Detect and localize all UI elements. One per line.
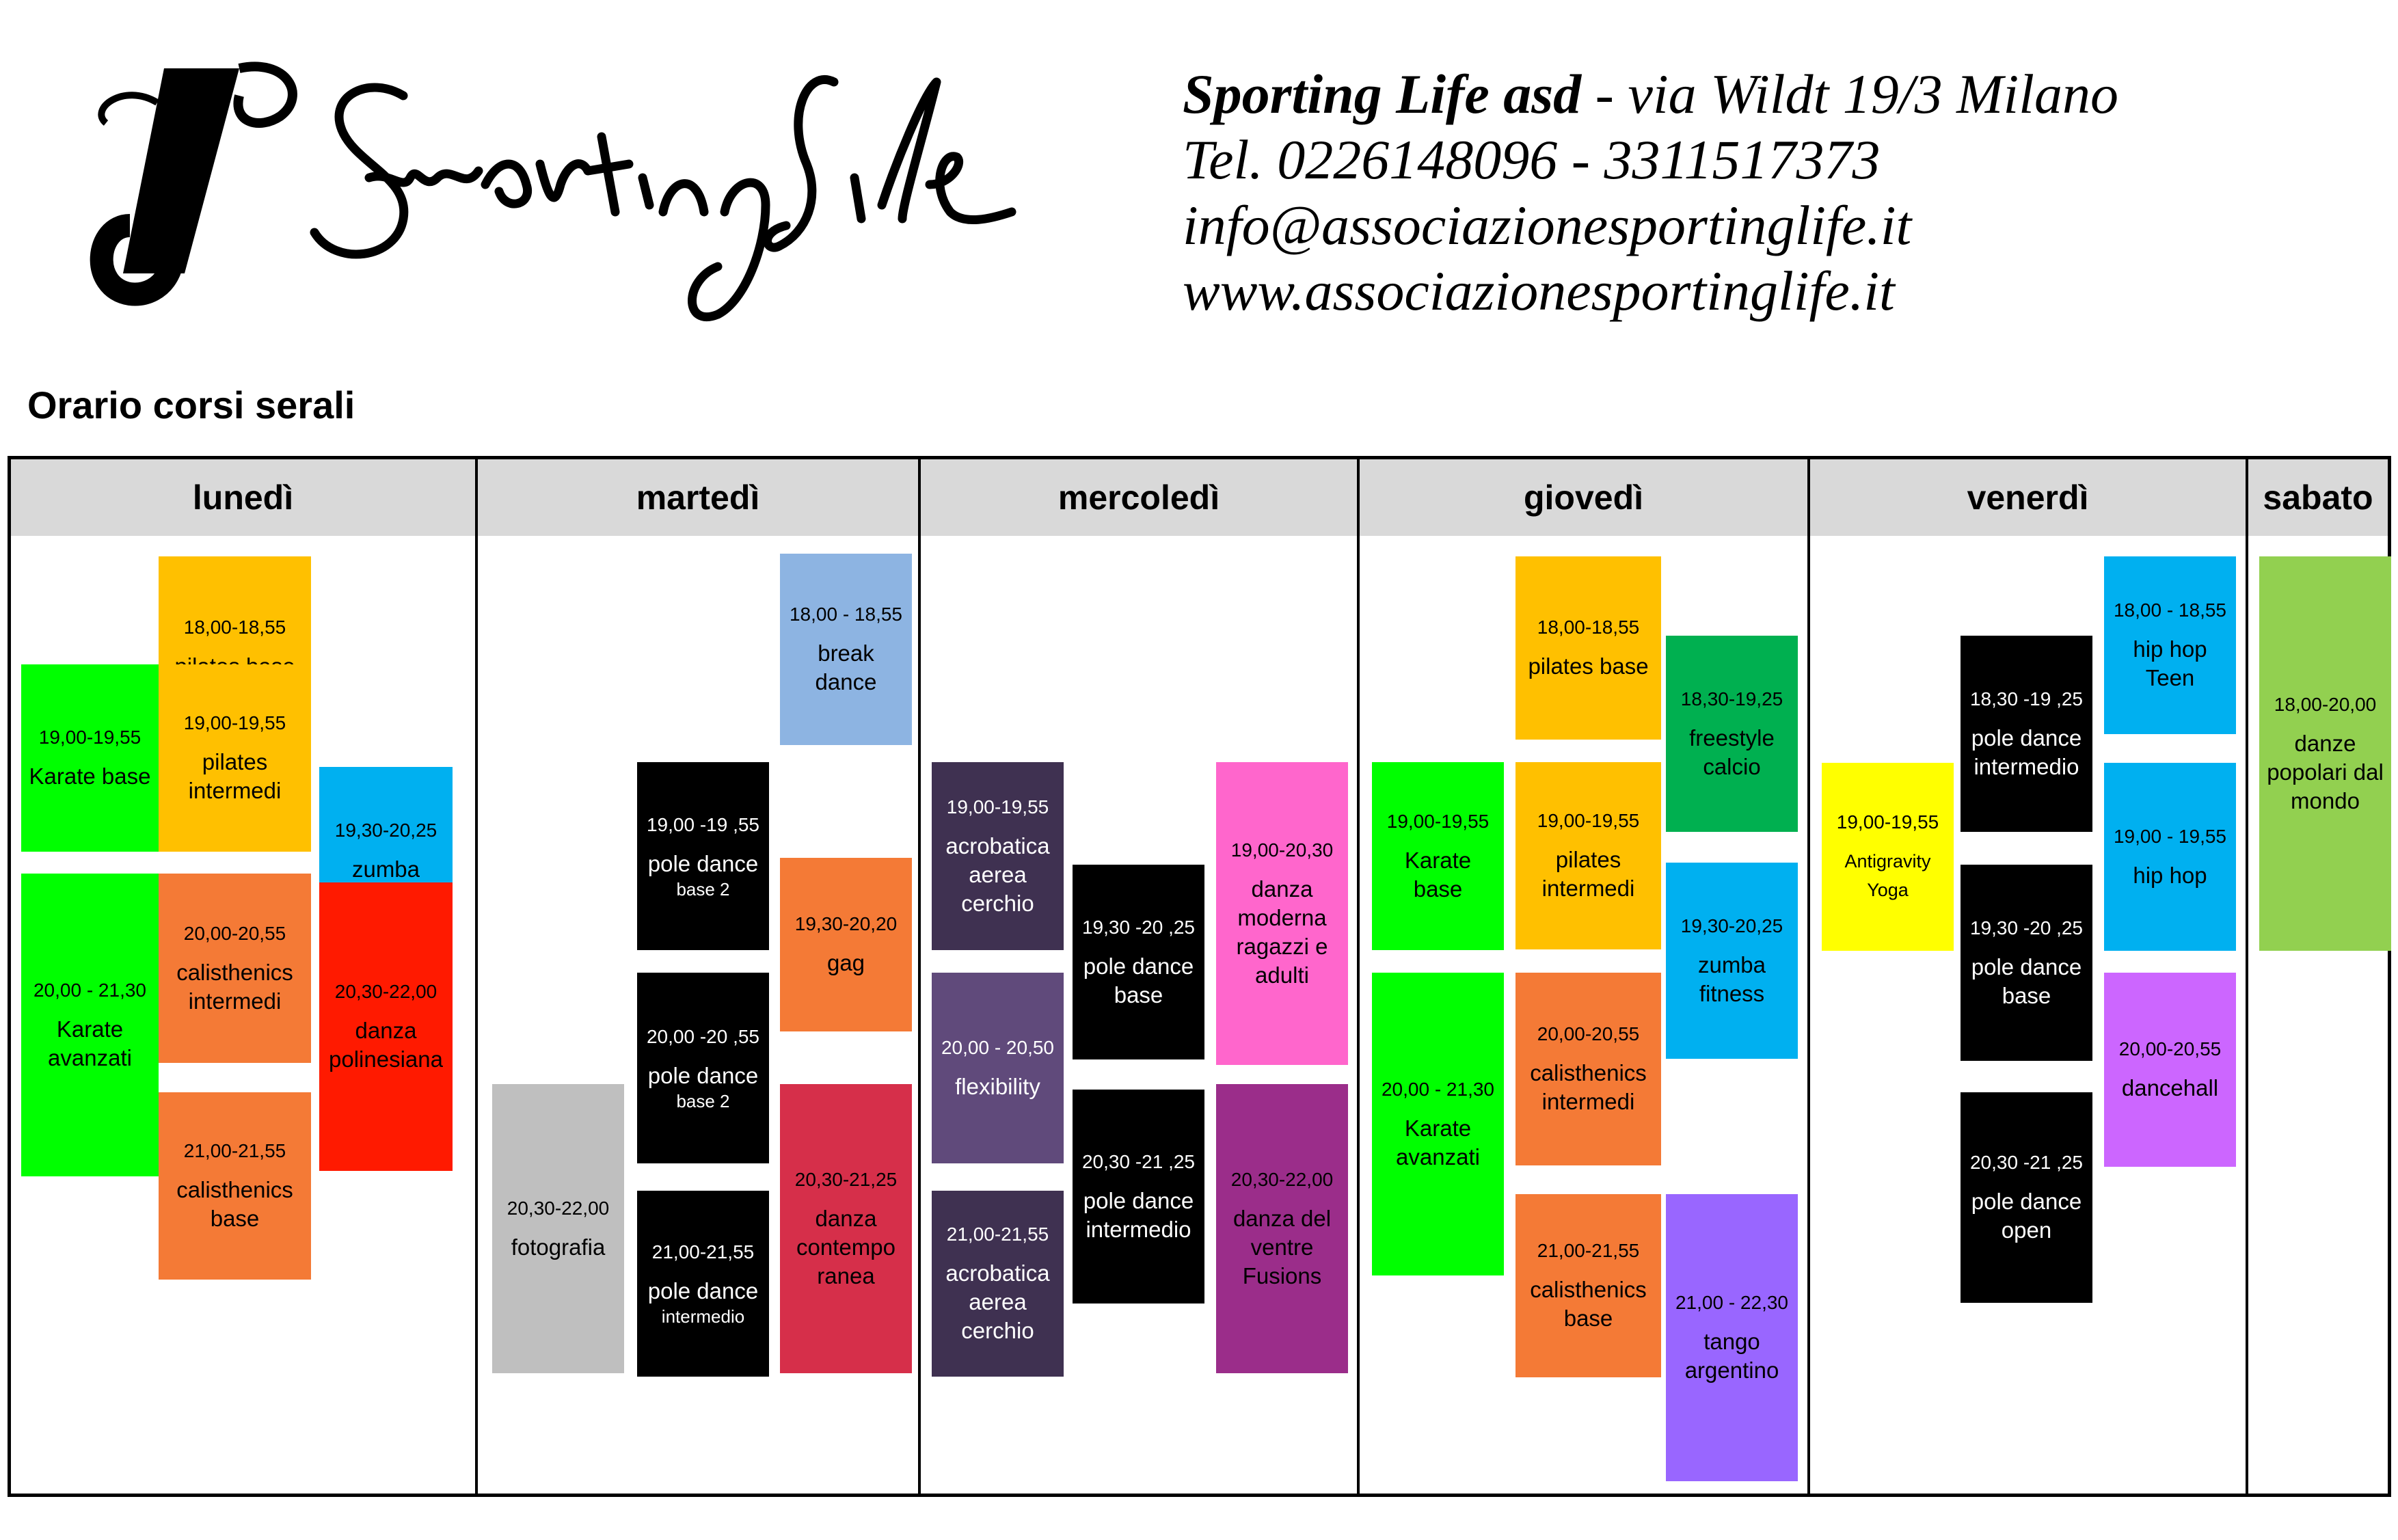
day-column-3: [1360, 459, 1810, 1494]
day-column-0: [11, 459, 478, 1494]
day-column-4: [1810, 459, 2248, 1494]
class-block[interactable]: [2104, 556, 2236, 734]
class-block[interactable]: [637, 973, 769, 1163]
class-block[interactable]: [1515, 1194, 1661, 1377]
class-time: 19,00-20,30: [1230, 839, 1334, 861]
day-column-1: [478, 459, 921, 1494]
class-time: 18,00 - 18,55: [2113, 599, 2227, 621]
class-block[interactable]: [1961, 636, 2092, 832]
class-block[interactable]: [1073, 865, 1204, 1059]
class-block[interactable]: [1666, 636, 1798, 832]
class-time: 18,00-18,55: [183, 617, 286, 638]
class-time: 19,30-20,20: [794, 913, 898, 934]
class-name: pole dance base: [1083, 953, 1194, 1008]
class-time: 19,00-19,55: [1537, 810, 1640, 831]
class-time: 18,30 -19 ,25: [1969, 688, 2084, 710]
class-name: Antigravity Yoga: [1844, 850, 1931, 900]
class-time: 20,00 -20 ,55: [646, 1025, 760, 1047]
class-time: 19,00 - 19,55: [2113, 825, 2227, 847]
class-time: 19,30 -20 ,25: [1969, 917, 2084, 938]
class-name: fotografia: [511, 1234, 606, 1260]
class-time: 21,00-21,55: [183, 1140, 286, 1161]
class-time: 20,00-20,55: [2118, 1038, 2222, 1059]
class-block[interactable]: [1515, 973, 1661, 1165]
class-name: pole dance base: [1971, 954, 2082, 1008]
class-name: Karate avanzati: [1396, 1115, 1480, 1170]
contact-info: [1183, 62, 2386, 324]
class-name: danza del ventre Fusions: [1232, 1205, 1332, 1288]
class-block[interactable]: [492, 1084, 624, 1373]
class-block[interactable]: [637, 762, 769, 950]
class-time: 20,00 - 21,30: [33, 979, 147, 1001]
class-block[interactable]: [1666, 863, 1798, 1059]
class-time: 19,00-19,55: [946, 796, 1049, 818]
class-name: calisthenics base: [1530, 1277, 1647, 1331]
class-block[interactable]: [1216, 1084, 1348, 1373]
class-name: calisthenics intermedi: [176, 959, 293, 1014]
class-block[interactable]: [21, 874, 159, 1176]
class-level: intermedio: [661, 1306, 745, 1327]
weekly-schedule: [8, 456, 2391, 1497]
class-level: base 2: [676, 1090, 730, 1111]
class-name: pilates intermedi: [1541, 847, 1635, 901]
day-column-5: [2248, 459, 2388, 1494]
class-name: pole dance: [647, 1062, 759, 1088]
page-title: Orario corsi serali: [27, 383, 355, 427]
email-link[interactable]: info@associazionesportinglife.it: [1183, 194, 1912, 256]
class-block[interactable]: [932, 973, 1064, 1163]
class-block[interactable]: [780, 858, 912, 1031]
sporting-life-logo: [82, 55, 1039, 342]
class-block[interactable]: [780, 1084, 912, 1373]
class-name: gag: [826, 950, 865, 975]
class-time: 18,00-20,00: [2274, 693, 2377, 715]
class-name: tango argentino: [1684, 1329, 1779, 1383]
day-header: mercoledì: [921, 459, 1357, 536]
class-name: dancehall: [2121, 1075, 2219, 1100]
class-block[interactable]: [1372, 973, 1504, 1275]
class-name: break dance: [815, 640, 877, 694]
class-block[interactable]: [1216, 762, 1348, 1065]
class-time: 19,00-19,55: [183, 712, 286, 733]
class-time: 20,30 -21 ,25: [1969, 1152, 2084, 1173]
class-name: danza polinesiana: [329, 1018, 443, 1072]
telephone: Tel. 0226148096 - 3311517373: [1183, 129, 1881, 191]
day-header: lunedì: [11, 459, 475, 536]
day-header: venerdì: [1810, 459, 2246, 536]
class-block[interactable]: [932, 762, 1064, 950]
class-time: 18,00 - 18,55: [789, 604, 903, 625]
class-block[interactable]: [159, 664, 311, 852]
class-time: 20,30-22,00: [1230, 1168, 1334, 1190]
class-name: Karate base: [29, 764, 151, 789]
class-time: 19,00-19,55: [1836, 811, 1939, 833]
class-time: 20,30-22,00: [507, 1197, 610, 1219]
address: - via Wildt 19/3 Milano: [1581, 63, 2118, 125]
day-header: sabato: [2248, 459, 2388, 536]
class-name: pilates intermedi: [188, 749, 282, 803]
class-block[interactable]: [2259, 556, 2391, 951]
class-time: 20,30-22,00: [334, 981, 437, 1002]
class-name: acrobatica aerea cerchio: [945, 833, 1050, 916]
class-time: 20,00 - 20,50: [941, 1036, 1055, 1058]
website-link[interactable]: www.associazionesportinglife.it: [1183, 260, 1895, 322]
organization-name: Sporting Life asd: [1183, 63, 1582, 125]
class-name: danza contempo ranea: [796, 1205, 895, 1288]
day-header: martedì: [478, 459, 918, 536]
class-block[interactable]: [2104, 763, 2236, 951]
class-time: 19,30-20,25: [334, 819, 437, 841]
class-level: base 2: [676, 878, 730, 900]
class-name: pole dance open: [1971, 1189, 2082, 1243]
organization-address: [1183, 62, 2386, 127]
class-block[interactable]: [319, 882, 453, 1171]
class-time: 20,00-20,55: [1537, 1023, 1640, 1044]
class-time: 20,30-21,25: [794, 1168, 898, 1190]
day-column-2: [921, 459, 1360, 1494]
class-block[interactable]: [1073, 1090, 1204, 1303]
class-time: 21,00-21,55: [1537, 1240, 1640, 1261]
class-name: acrobatica aerea cerchio: [945, 1260, 1050, 1343]
class-block[interactable]: [1961, 865, 2092, 1061]
class-block[interactable]: [780, 554, 912, 745]
class-time: 20,30 -21 ,25: [1081, 1150, 1196, 1172]
class-block[interactable]: [1515, 556, 1661, 740]
class-name: calisthenics intermedi: [1530, 1060, 1647, 1114]
class-name: flexibility: [955, 1073, 1040, 1099]
class-time: 19,30 -20 ,25: [1081, 916, 1196, 938]
class-name: Karate avanzati: [48, 1016, 132, 1070]
class-time: 20,00 - 21,30: [1381, 1078, 1495, 1100]
class-block[interactable]: [1666, 1194, 1798, 1481]
class-name: Karate base: [1404, 847, 1472, 902]
class-name: hip hop: [2133, 862, 2207, 888]
class-name: pole dance intermedio: [1083, 1187, 1194, 1242]
class-block[interactable]: [21, 664, 159, 852]
class-name: calisthenics base: [176, 1177, 293, 1231]
class-block[interactable]: [932, 1191, 1064, 1377]
class-name: pole dance: [647, 1278, 759, 1303]
class-time: 19,00 -19 ,55: [646, 813, 760, 835]
class-name: pole dance intermedio: [1971, 725, 2082, 779]
class-time: 18,00-18,55: [1537, 617, 1640, 638]
class-time: 21,00-21,55: [651, 1241, 755, 1262]
class-name: zumba: [351, 856, 420, 882]
class-time: 19,00-19,55: [38, 727, 142, 748]
class-block[interactable]: [637, 1191, 769, 1377]
class-name: zumba fitness: [1697, 951, 1766, 1006]
class-block[interactable]: [1372, 762, 1504, 950]
class-block[interactable]: [1822, 763, 1954, 951]
class-name: pole dance: [647, 850, 759, 876]
class-name: hip hop Teen: [2133, 636, 2207, 690]
class-block[interactable]: [1961, 1092, 2092, 1303]
class-time: 19,30-20,25: [1680, 915, 1783, 936]
class-block[interactable]: [159, 1092, 311, 1280]
class-time: 21,00-21,55: [946, 1224, 1049, 1245]
class-block[interactable]: [2104, 973, 2236, 1167]
day-header: giovedì: [1360, 459, 1807, 536]
class-name: danza moderna ragazzi e adulti: [1236, 876, 1328, 988]
class-time: 18,30-19,25: [1680, 688, 1783, 710]
class-block[interactable]: [1515, 762, 1661, 949]
class-name: danze popolari dal mondo: [2267, 730, 2384, 813]
class-time: 20,00-20,55: [183, 922, 286, 944]
class-time: 21,00 - 22,30: [1675, 1292, 1789, 1313]
class-time: 19,00-19,55: [1386, 810, 1490, 832]
class-block[interactable]: [159, 874, 311, 1063]
class-name: freestyle calcio: [1689, 725, 1775, 779]
class-name: pilates base: [1528, 653, 1649, 679]
